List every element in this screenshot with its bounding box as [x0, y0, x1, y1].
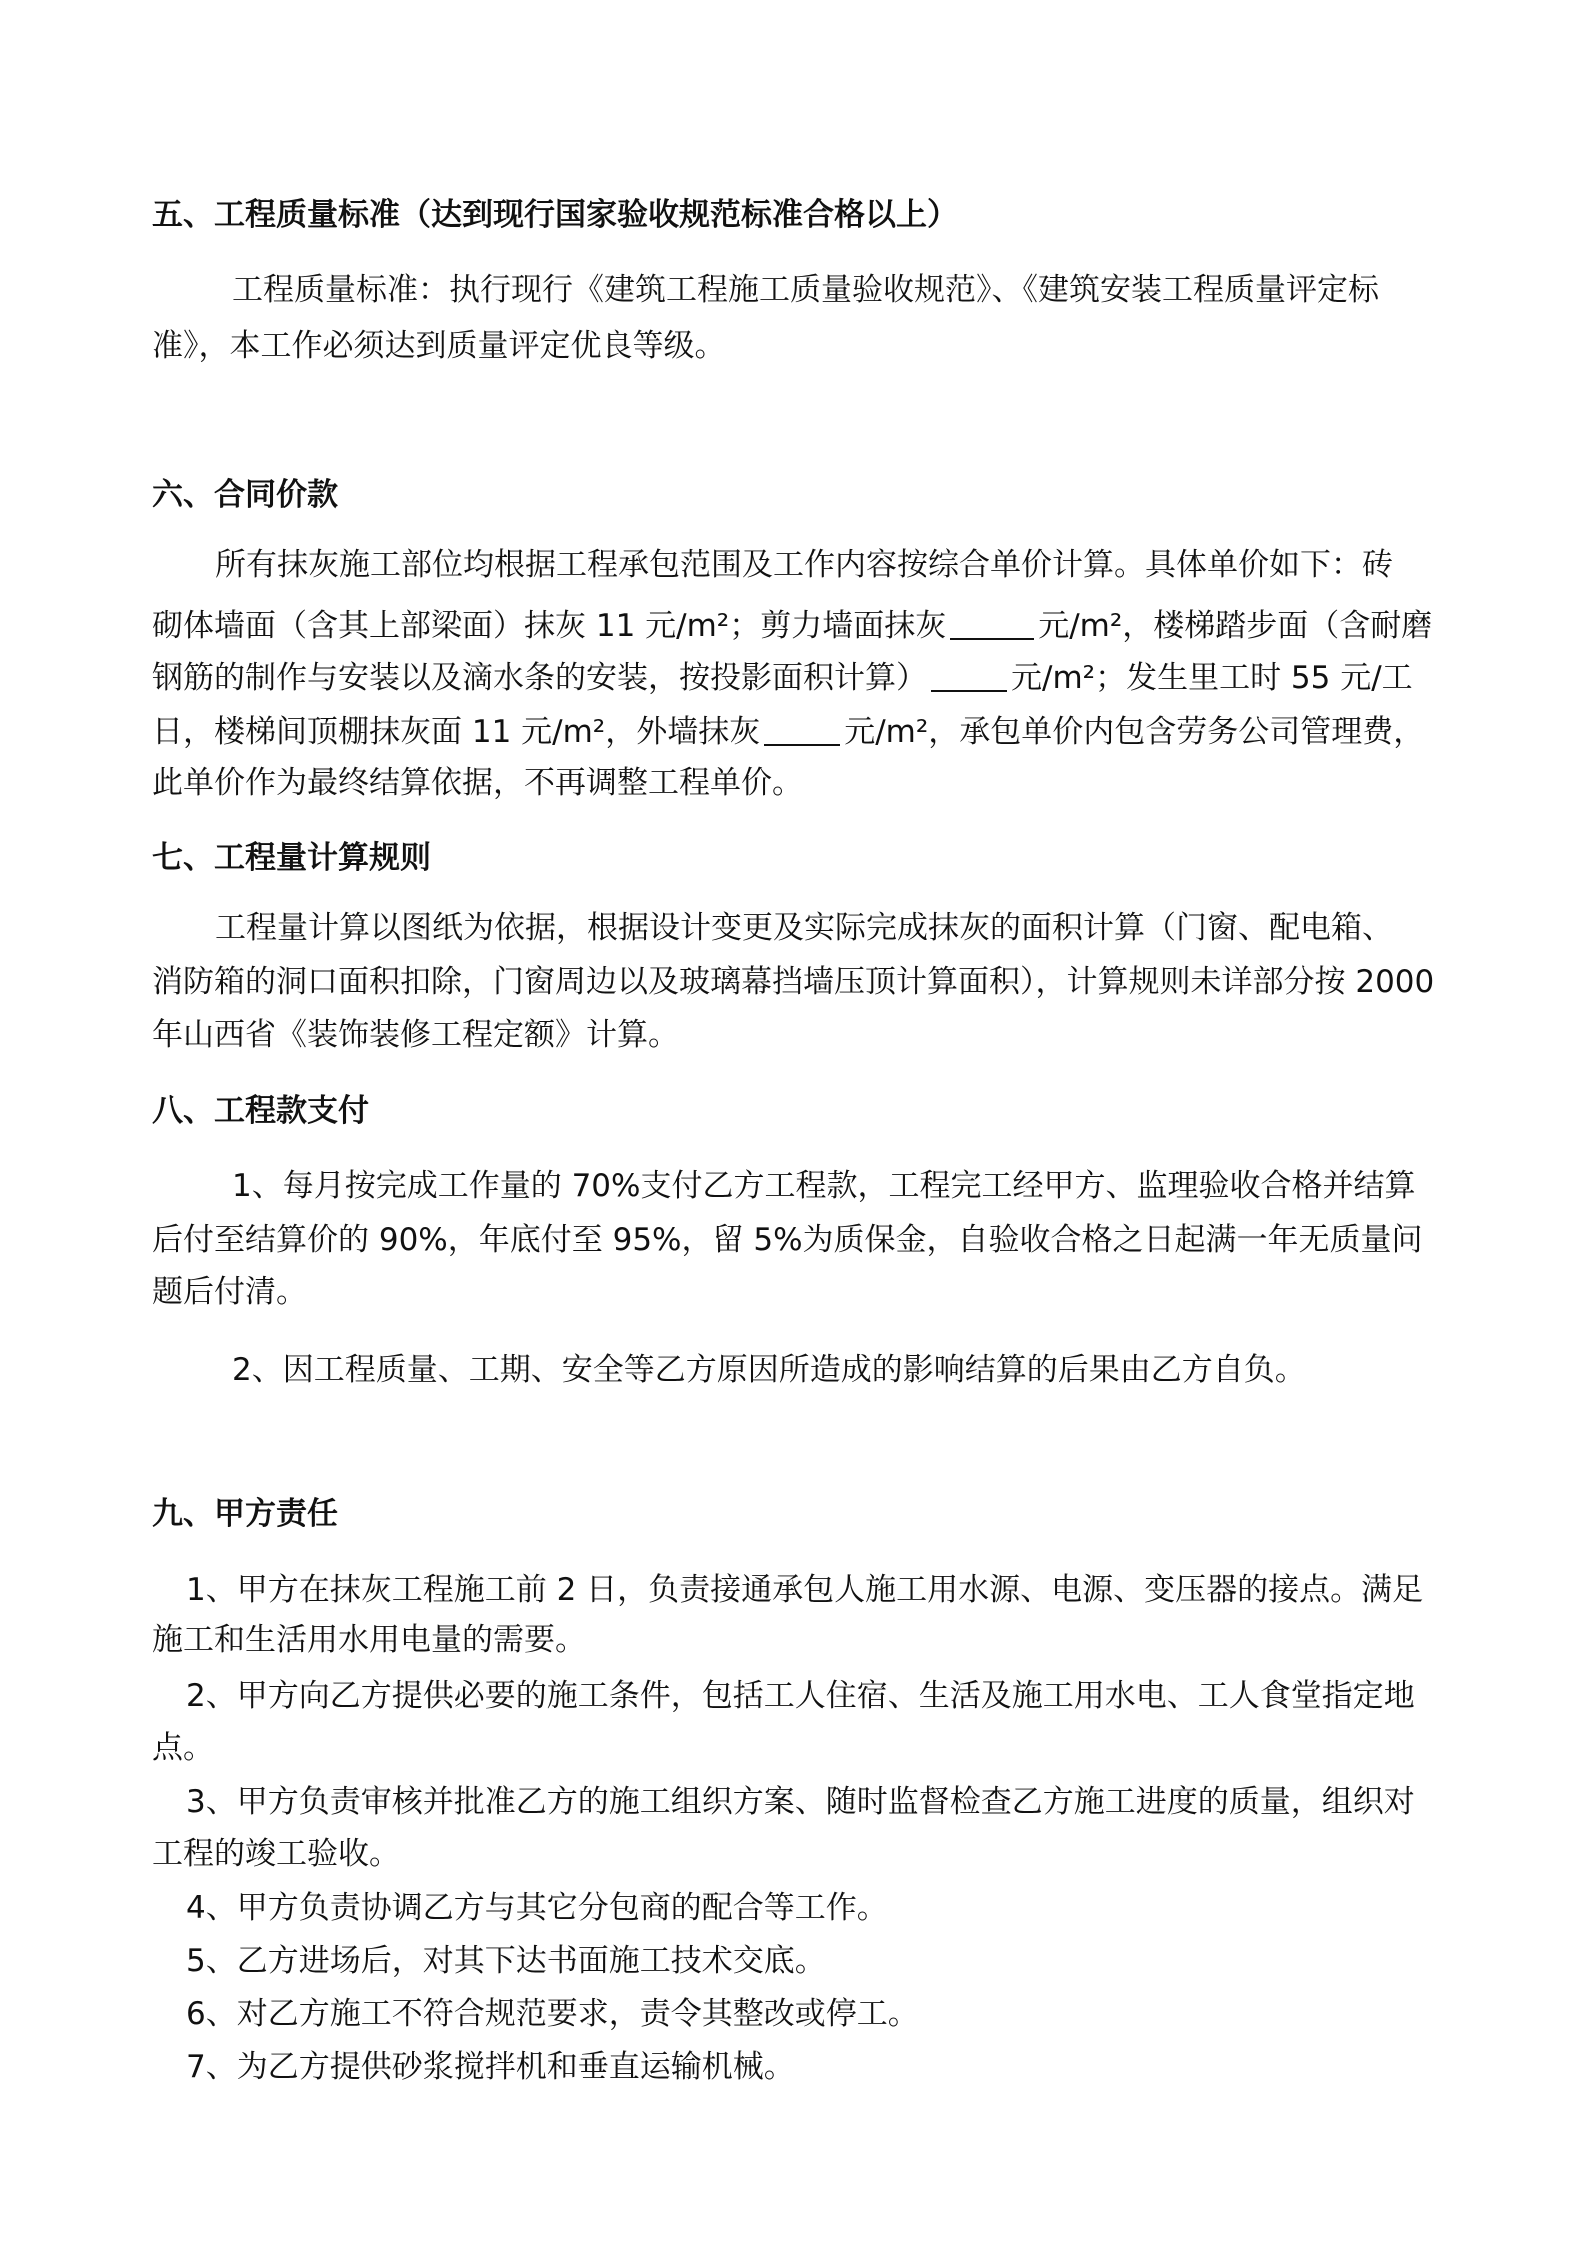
blank-field	[931, 660, 1007, 692]
blank-field	[950, 608, 1034, 640]
section-6-heading: 六、合同价款	[152, 477, 338, 513]
section-9-line: 1、甲方在抹灰工程施工前 2 日，负责接通承包人施工用水源、电源、变压器的接点。满足	[186, 1572, 1424, 1608]
section-8-line: 2、因工程质量、工期、安全等乙方原因所造成的影响结算的后果由乙方自负。	[232, 1352, 1306, 1388]
section-6-line: 日，楼梯间顶棚抹灰面 11 元/m²，外墙抹灰 元/m²，承包单价内包含劳务公司管理费，	[152, 714, 1425, 750]
section-9-line: 2、甲方向乙方提供必要的施工条件，包括工人住宿、生活及施工用水电、工人食堂指定地	[186, 1678, 1415, 1714]
section-6-line: 此单价作为最终结算依据，不再调整工程单价。	[152, 765, 803, 801]
section-7-line: 工程量计算以图纸为依据，根据设计变更及实际完成抹灰的面积计算（门窗、配电箱、	[215, 910, 1393, 946]
section-8-heading: 八、工程款支付	[152, 1093, 369, 1129]
section-9-line: 4、甲方负责协调乙方与其它分包商的配合等工作。	[186, 1890, 888, 1926]
section-8-line: 题后付清。	[152, 1274, 307, 1310]
section-9-line: 3、甲方负责审核并批准乙方的施工组织方案、随时监督检查乙方施工进度的质量，组织对	[186, 1784, 1415, 1820]
section-8-line: 1、每月按完成工作量的 70%支付乙方工程款，工程完工经甲方、监理验收合格并结算	[232, 1168, 1416, 1204]
section-5-line: 工程质量标准：执行现行《建筑工程施工质量验收规范》、《建筑安装工程质量评定标	[232, 272, 1379, 308]
section-6-line: 砌体墙面（含其上部梁面）抹灰 11 元/m²；剪力墙面抹灰 元/m²，楼梯踏步面（含耐磨	[152, 608, 1433, 644]
section-9-line: 7、为乙方提供砂浆搅拌机和垂直运输机械。	[186, 2049, 795, 2085]
section-5-line: 准》，本工作必须达到质量评定优良等级。	[152, 328, 726, 364]
section-9-line: 施工和生活用水用电量的需要。	[152, 1622, 586, 1658]
section-7-line: 年山西省《装饰装修工程定额》计算。	[152, 1017, 679, 1053]
section-9-line: 工程的竣工验收。	[152, 1836, 400, 1872]
blank-field	[764, 714, 840, 746]
section-5-heading: 五、工程质量标准（达到现行国家验收规范标准合格以上）	[152, 197, 958, 233]
section-9-heading: 九、甲方责任	[152, 1496, 338, 1532]
section-8-line: 后付至结算价的 90%，年底付至 95%，留 5%为质保金，自验收合格之日起满一年无质量问	[152, 1222, 1423, 1258]
section-6-line: 钢筋的制作与安装以及滴水条的安装，按投影面积计算） 元/m²；发生里工时 55 元/工	[152, 660, 1413, 696]
section-9-line: 5、乙方进场后，对其下达书面施工技术交底。	[186, 1943, 826, 1979]
section-9-line: 6、对乙方施工不符合规范要求，责令其整改或停工。	[186, 1996, 919, 2032]
section-7-line: 消防箱的洞口面积扣除，门窗周边以及玻璃幕挡墙压顶计算面积），计算规则未详部分按 2000	[152, 964, 1435, 1000]
section-6-line: 所有抹灰施工部位均根据工程承包范围及工作内容按综合单价计算。具体单价如下：砖	[215, 547, 1393, 583]
section-7-heading: 七、工程量计算规则	[152, 840, 431, 876]
section-9-line: 点。	[152, 1730, 214, 1766]
